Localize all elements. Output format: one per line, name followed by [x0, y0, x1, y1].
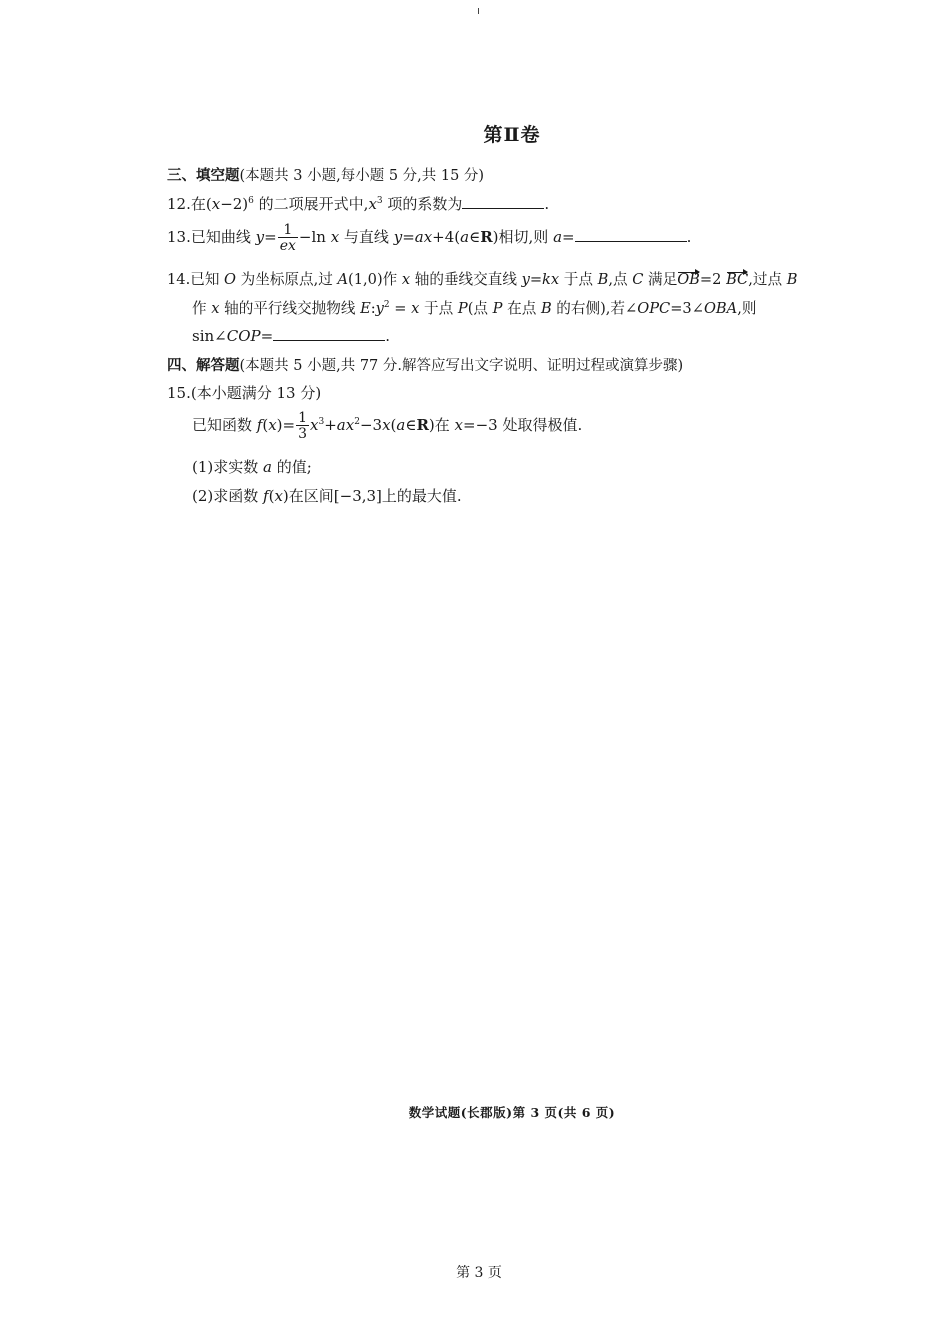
text: ∈	[469, 228, 481, 246]
text: 轴的平行线交抛物线	[219, 300, 361, 317]
text: 已知曲线	[190, 228, 256, 246]
text: 作	[192, 300, 212, 317]
text: 于点	[419, 300, 458, 317]
text: :	[370, 300, 376, 317]
text: ∈	[405, 416, 417, 434]
question-12	[167, 193, 549, 214]
exponent: 6	[248, 196, 254, 206]
var: a	[553, 228, 563, 246]
fraction-denominator: ex	[279, 238, 296, 254]
text: 项的系数为	[382, 195, 463, 213]
text: ,则	[737, 300, 757, 317]
var: A	[337, 271, 349, 288]
var: y	[255, 228, 265, 246]
top-edge-mark	[478, 8, 479, 14]
text: .	[385, 327, 390, 345]
text: (	[262, 416, 269, 434]
text: =	[264, 228, 277, 246]
fraction-denominator: 3	[298, 426, 308, 442]
question-14-line-1	[167, 268, 797, 289]
answer-blank	[575, 227, 687, 242]
question-15-stem	[192, 411, 582, 441]
text: (1)求实数	[192, 458, 264, 476]
text: =2	[699, 271, 727, 288]
exponent: 3	[318, 417, 325, 427]
var: x	[330, 228, 340, 246]
var: ax	[336, 416, 355, 434]
section-4-label: 四、解答题	[167, 357, 240, 374]
volume-title: 第Ⅱ卷	[483, 124, 541, 146]
var: P	[492, 300, 503, 317]
var: E	[360, 300, 371, 317]
text: +	[324, 416, 337, 434]
text: 已知函数	[192, 416, 257, 434]
var: B	[786, 271, 798, 288]
text: =	[260, 327, 274, 345]
text: )相切,则	[492, 228, 554, 246]
page-number: 第 3 页	[456, 1265, 502, 1281]
text: 的值;	[271, 458, 312, 476]
var: y	[521, 271, 530, 288]
var: P	[457, 300, 468, 317]
var: a	[460, 228, 470, 246]
text: 为坐标原点,过	[236, 271, 338, 288]
var: B	[540, 300, 552, 317]
var: OBA	[703, 300, 738, 317]
question-15-header	[167, 382, 321, 403]
text: −ln	[298, 228, 331, 246]
text: +4(	[432, 228, 461, 246]
question-number: 13.	[167, 228, 191, 246]
text: )在区间[−3,3]上的最大值.	[282, 487, 462, 505]
text: ,过点	[748, 271, 787, 288]
text: 与直线	[339, 228, 394, 246]
var: y	[375, 300, 384, 317]
text: (1,0)作	[348, 271, 402, 288]
var: x	[401, 271, 411, 288]
text: =3∠	[670, 300, 704, 317]
var: x	[368, 195, 377, 213]
text: 的二项展开式中,	[253, 195, 369, 213]
text: (2)求函数	[192, 487, 264, 505]
answer-blank	[273, 326, 385, 341]
var: kx	[542, 271, 560, 288]
var: COP	[226, 327, 261, 345]
text: =−3 处取得极值.	[463, 416, 583, 434]
vector-bc: BC	[726, 271, 749, 288]
var: OPC	[637, 300, 671, 317]
text: .	[544, 195, 550, 213]
text: 在(	[190, 195, 212, 213]
question-14-line-3	[192, 326, 390, 345]
question-14-line-2	[192, 297, 756, 318]
var: x	[454, 416, 464, 434]
var: x	[211, 300, 220, 317]
real-set-symbol: R	[480, 228, 493, 246]
var: f	[256, 416, 263, 434]
text: −2)	[220, 195, 249, 213]
var: a	[263, 458, 272, 476]
text: =	[389, 300, 412, 317]
text: 于点	[559, 271, 598, 288]
text: )=	[276, 416, 296, 434]
text: ,点	[608, 271, 633, 288]
var: x	[268, 416, 277, 434]
fraction-numerator: 1	[298, 410, 308, 426]
question-15-part-2	[192, 485, 462, 506]
text: .	[686, 228, 692, 246]
question-13	[167, 223, 691, 253]
var: C	[632, 271, 644, 288]
question-number: 15.	[167, 384, 191, 402]
page-footer: 数学试题(长郡版)第 3 页(共 6 页)	[408, 1105, 616, 1120]
text: (本小题满分 13 分)	[190, 384, 322, 402]
answer-blank	[462, 194, 544, 209]
var: x	[211, 195, 221, 213]
section-3-label: 三、填空题	[167, 167, 240, 184]
var: a	[396, 416, 406, 434]
fraction	[278, 223, 298, 253]
text: (	[390, 416, 397, 434]
fraction-numerator: 1	[278, 223, 298, 238]
var: x	[274, 487, 283, 505]
text: −3	[359, 416, 383, 434]
vector-ob: OB	[677, 271, 700, 288]
var: f	[263, 487, 269, 505]
text: 轴的垂线交直线	[410, 271, 522, 288]
question-number: 12.	[167, 195, 191, 213]
question-number: 14.	[167, 271, 191, 288]
var: x	[411, 300, 420, 317]
var: x	[382, 416, 391, 434]
section-3-header	[167, 164, 484, 185]
var: y	[393, 228, 403, 246]
question-15-part-1	[192, 456, 312, 477]
var: x	[310, 416, 319, 434]
section-4-header	[167, 354, 683, 375]
fraction	[296, 411, 309, 441]
exponent: 2	[383, 300, 390, 311]
text: sin∠	[192, 327, 227, 345]
text: (	[268, 487, 275, 505]
text: =	[529, 271, 543, 288]
section-4-note: (本题共 5 小题,共 77 分.解答应写出文字说明、证明过程或演算步骤)	[239, 358, 684, 374]
text: 已知	[190, 271, 225, 288]
exponent: 2	[354, 417, 360, 427]
exponent: 3	[376, 196, 383, 206]
text: 满足	[643, 271, 678, 288]
var: ax	[414, 228, 433, 246]
var: B	[597, 271, 609, 288]
text: 在点	[502, 300, 541, 317]
text: =	[562, 228, 575, 246]
text: 的右侧),若∠	[551, 300, 638, 317]
real-set-symbol: R	[416, 416, 429, 434]
text: (点	[467, 300, 493, 317]
var: O	[224, 271, 237, 288]
text: )在	[428, 416, 455, 434]
section-3-note: (本题共 3 小题,每小题 5 分,共 15 分)	[239, 168, 485, 184]
text: =	[402, 228, 415, 246]
